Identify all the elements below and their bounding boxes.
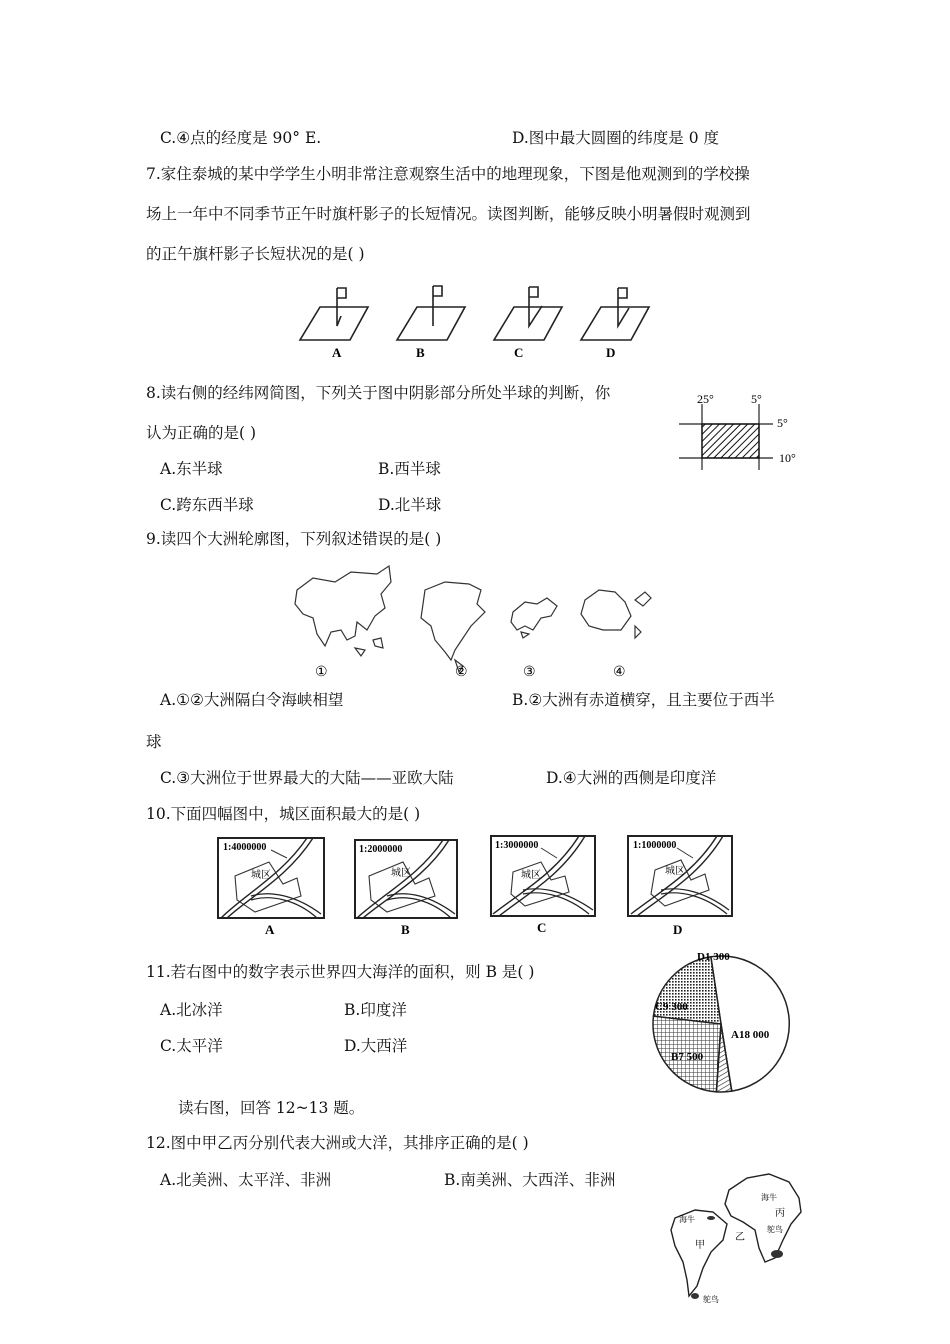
q7-stem-line3: 的正午旗杆影子长短状况的是( )	[146, 245, 365, 263]
ostrich-icon-1	[691, 1293, 699, 1299]
q9-option-d: D.④大洲的西侧是印度洋	[546, 769, 717, 787]
q8-label-5-top: 5°	[751, 392, 762, 406]
q10-label-b: B	[401, 922, 410, 937]
q9-label-1: ①	[315, 665, 328, 680]
pie-label-b: B7 500	[671, 1051, 704, 1063]
q8-shaded-area	[702, 424, 759, 458]
q6-option-d: D.图中最大圆圈的纬度是 0 度	[512, 129, 720, 147]
q10-scale-d: 1:1000000	[633, 840, 677, 851]
q10-area-label-b: 城区	[391, 868, 411, 879]
q7-label-d: D	[606, 345, 616, 360]
map-label-tuoniao-1: 鸵鸟	[767, 1225, 783, 1234]
q10-stem: 10.下面四幅图中，城区面积最大的是( )	[146, 805, 421, 823]
q10-map-b	[355, 840, 457, 937]
map-label-bing: 丙	[775, 1208, 785, 1219]
q11-option-b: B.印度洋	[344, 1001, 407, 1019]
map-label-hainiu-1: 海牛	[679, 1215, 695, 1224]
q7-stem-line1: 7.家住泰城的某中学学生小明非常注意观察生活中的地理现象，下图是他观测到的学校操	[146, 165, 750, 183]
q7-plane-d	[581, 307, 649, 340]
q6-option-c: C.④点的经度是 90° E.	[160, 129, 322, 147]
q8-option-b: B.西半球	[378, 460, 441, 478]
oceania-outline	[581, 590, 631, 630]
q9-option-b: B.②大洲有赤道横穿，且主要位于西半	[512, 691, 775, 709]
pie-label-d: D1 300	[697, 951, 730, 963]
q9-continent-outlines	[285, 560, 665, 680]
q10-map-c	[491, 836, 595, 935]
q10-city-maps	[215, 834, 735, 944]
q10-label-d: D	[673, 922, 683, 937]
asia-outline	[295, 566, 391, 646]
q9-option-c: C.③大洲位于世界最大的大陆——亚欧大陆	[160, 769, 454, 787]
map-label-jia: 甲	[695, 1240, 705, 1251]
q7-label-a: A	[332, 345, 342, 360]
europe-outline	[511, 598, 557, 630]
q7-label-c: C	[514, 345, 524, 360]
q12-option-b: B.南美洲、大西洋、非洲	[444, 1171, 616, 1189]
q9-label-3: ③	[523, 665, 536, 680]
manatee-icon-1	[707, 1216, 715, 1220]
q9-option-b-cont: 球	[146, 733, 162, 751]
q8-option-c: C.跨东西半球	[160, 496, 254, 514]
q10-scale-b: 1:2000000	[359, 844, 403, 855]
q10-map-a	[218, 838, 324, 937]
q10-scale-a: 1:4000000	[223, 842, 267, 853]
q10-area-label-d: 城区	[665, 866, 685, 877]
map-label-tuoniao-2: 鸵鸟	[703, 1295, 719, 1304]
q8-label-5-right: 5°	[777, 416, 788, 430]
q10-area-label-a: 城区	[251, 870, 271, 881]
q8-label-25: 25°	[697, 392, 714, 406]
q10-label-a: A	[265, 922, 275, 937]
q7-label-b: B	[416, 345, 425, 360]
north-america-outline	[421, 582, 485, 660]
q10-map-d	[628, 836, 732, 937]
q11-option-d: D.大西洋	[344, 1037, 408, 1055]
q7-plane-a	[300, 307, 368, 340]
q8-stem-line2: 认为正确的是( )	[146, 424, 257, 442]
q12-option-a: A.北美洲、太平洋、非洲	[160, 1171, 332, 1189]
africa-outline	[725, 1174, 801, 1262]
q8-option-d: D.北半球	[378, 496, 442, 514]
q10-area-label-c: 城区	[521, 870, 541, 881]
q12-13-intro: 读右图，回答 12~13 题。	[178, 1099, 365, 1117]
q9-label-2: ②	[455, 665, 468, 680]
q11-option-c: C.太平洋	[160, 1037, 223, 1055]
map-label-hainiu-2: 海牛	[761, 1193, 777, 1202]
q12-stem: 12.图中甲乙丙分别代表大洲或大洋，其排序正确的是( )	[146, 1134, 529, 1152]
q7-flag-b	[433, 286, 442, 326]
q12-continent-map	[665, 1168, 825, 1308]
q7-flagpole-figure	[290, 276, 670, 366]
q11-stem: 11.若右图中的数字表示世界四大海洋的面积，则 B 是( )	[146, 963, 535, 981]
q9-stem: 9.读四个大洲轮廓图，下列叙述错误的是( )	[146, 530, 442, 548]
q10-scale-c: 1:3000000	[495, 840, 539, 851]
q11-option-a: A.北冰洋	[160, 1001, 223, 1019]
q10-label-c: C	[537, 920, 547, 935]
q8-option-a: A.东半球	[160, 460, 223, 478]
q9-label-4: ④	[613, 665, 626, 680]
q11-ocean-pie	[645, 948, 805, 1098]
q7-stem-line2: 场上一年中不同季节正午时旗杆影子的长短情况。读图判断，能够反映小明暑假时观测到	[146, 205, 751, 223]
q7-plane-b	[397, 307, 465, 340]
map-label-yi: 乙	[735, 1232, 745, 1243]
pie-label-a: A18 000	[731, 1029, 770, 1041]
q7-plane-c	[494, 307, 562, 340]
q9-option-a: A.①②大洲隔白令海峡相望	[160, 691, 344, 709]
pie-label-c: C9 300	[655, 1001, 688, 1013]
ostrich-icon-2	[771, 1250, 783, 1258]
q8-label-10: 10°	[779, 451, 796, 465]
q8-latlong-grid	[675, 390, 815, 475]
q8-stem-line1: 8.读右侧的经纬网简图，下列关于图中阴影部分所处半球的判断，你	[146, 384, 611, 402]
pie-slice-b	[653, 957, 721, 1024]
